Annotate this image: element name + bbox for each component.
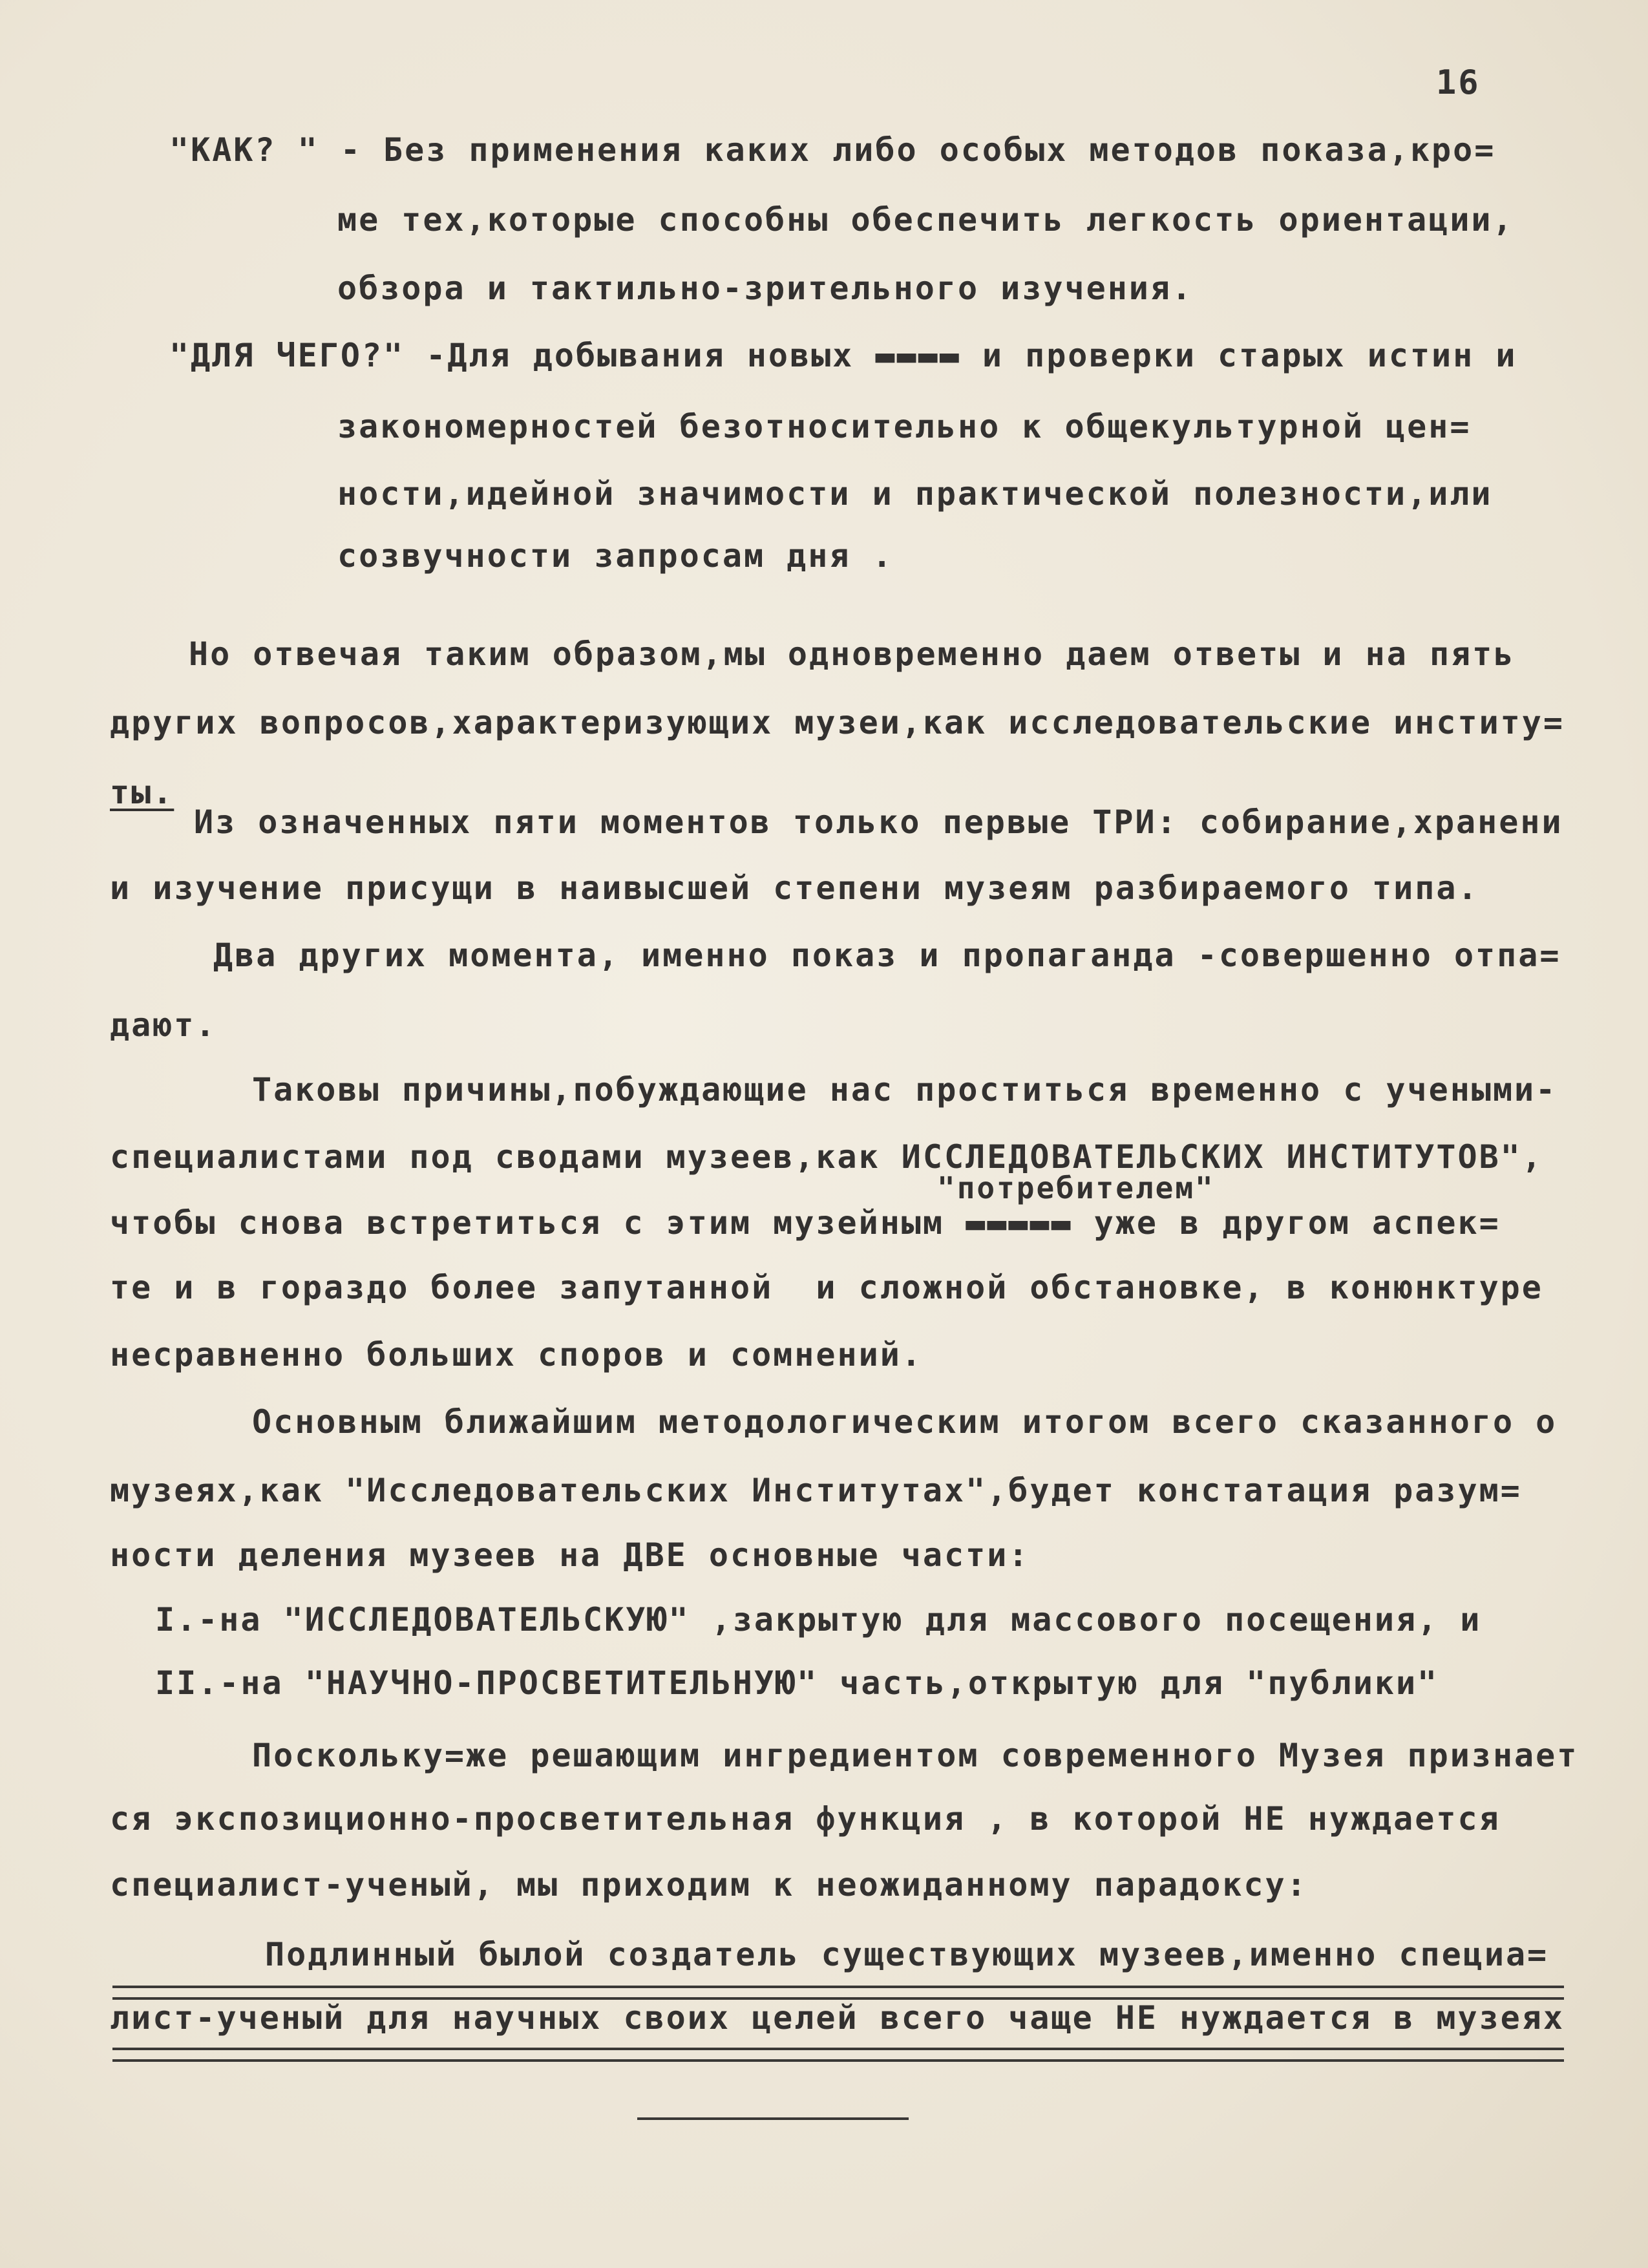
text-line-3: обзора и тактильно-зрительного изучения. [337, 270, 1194, 307]
page-number: 16 [1436, 63, 1481, 102]
text-line-28: специалист-ученый, мы приходим к неожиданному парадоксу: [110, 1866, 1308, 1903]
text-line-24: I.-на "ИССЛЕДОВАТЕЛЬСКУЮ" ,закрытую для массового посещения, и [155, 1601, 1482, 1638]
text-line-11: Из означенных пяти моментов только первые ТРИ: собирание,хранени [194, 803, 1563, 841]
text-line-18: чтобы снова встретиться с этим музейным ▬▬▬▬▬ уже в другом аспек= [110, 1204, 1501, 1242]
text-line-17: "потребителем" [937, 1171, 1215, 1205]
text-line-16: специалистами под сводами музеев,как ИССЛЕДОВАТЕЛЬСКИХ ИНСТИТУТОВ", [110, 1138, 1543, 1176]
text-line-29: Подлинный былой создатель существующих музеев,именно специа= [265, 1936, 1549, 1973]
text-line-27: ся экспозиционно-просветительная функция , в которой НЕ нуждается [110, 1800, 1501, 1838]
text-line-15: Таковы причины,побуждающие нас проститься временно с учеными- [252, 1071, 1558, 1108]
double-underline-1 [112, 1986, 1564, 2000]
text-line-5: закономерностей безотносительно к общекультурной цен= [337, 408, 1472, 445]
text-line-12: и изучение присущи в наивысшей степени музеям разбираемого типа. [110, 869, 1479, 907]
text-line-23: ности деления музеев на ДВЕ основные части: [110, 1536, 1030, 1574]
text-line-20: несравненно больших споров и сомнений. [110, 1336, 923, 1373]
text-line-6: ности,идейной значимости и практической полезности,или [337, 475, 1493, 513]
text-line-14: дают. [110, 1006, 217, 1044]
text-line-26: Поскольку=же решающим ингредиентом современного Музея признает [252, 1737, 1579, 1774]
text-line-22: музеях,как "Исследовательских Институтах",будет констатация разум= [110, 1472, 1522, 1509]
text-line-30: лист-ученый для научных своих целей всего чаще НЕ нуждается в музеях [110, 1999, 1565, 2037]
text-line-4: "ДЛЯ ЧЕГО?" -Для добывания новых ▬▬▬▬ и проверки старых истин и [169, 337, 1517, 374]
text-line-1: "КАК? " - Без применения каких либо особых методов показа,кро= [169, 131, 1496, 169]
closing-rule [637, 2117, 909, 2120]
text-line-21: Основным ближайшим методологическим итогом всего сказанного о [252, 1403, 1558, 1441]
text-line-10: ты. [110, 774, 174, 811]
text-line-2: ме тех,которые способны обеспечить легкость ориентации, [337, 201, 1514, 238]
text-line-25: II.-на "НАУЧНО-ПРОСВЕТИТЕЛЬНУЮ" часть,открытую для "публики" [155, 1664, 1439, 1702]
double-underline-2 [112, 2048, 1564, 2062]
text-line-13: Два других момента, именно показ и пропаганда -совершенно отпа= [213, 937, 1561, 974]
text-line-19: те и в гораздо более запутанной и сложной обстановке, в конюнктуре [110, 1269, 1543, 1306]
text-line-9: других вопросов,характеризующих музеи,как исследовательские институ= [110, 704, 1565, 741]
text-line-7: созвучности запросам дня . [337, 537, 894, 575]
text-line-8: Но отвечая таким образом,мы одновременно даем ответы и на пять [189, 635, 1516, 673]
